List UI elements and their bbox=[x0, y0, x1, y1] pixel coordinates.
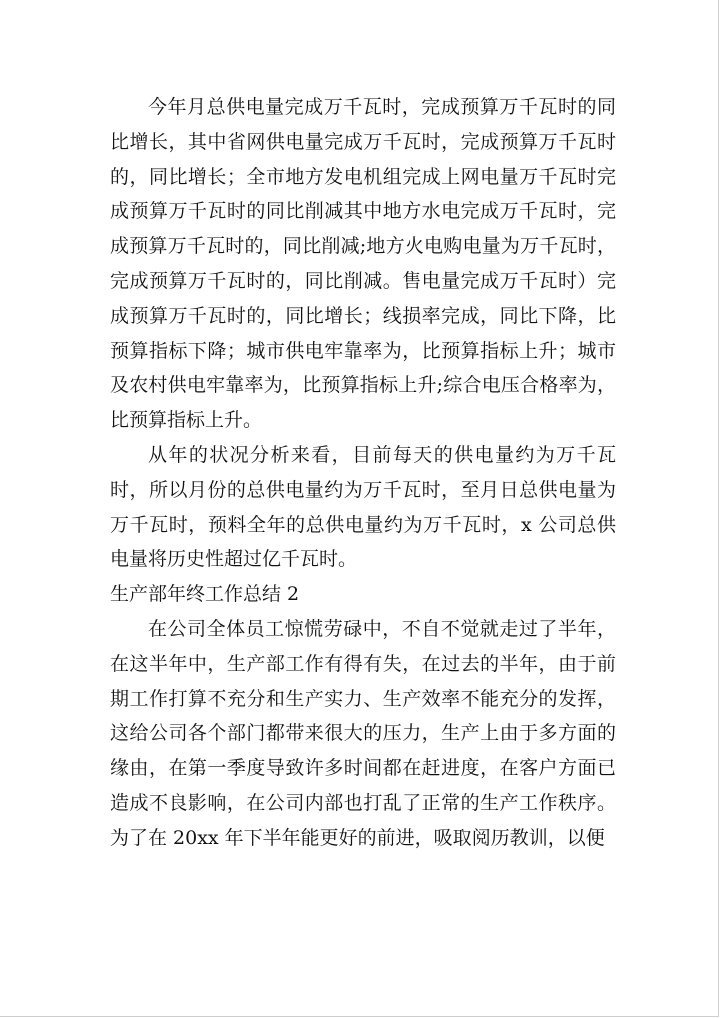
section-heading: 生产部年终工作总结 2 bbox=[110, 583, 300, 606]
paragraph-analysis: 从年的状况分析来看，目前每天的供电量约为万千瓦时，所以月份的总供电量约为万千瓦时，至月日总供电量为万千瓦时，预料全年的总供电量约为万千瓦时，x 公司总供电量将历史性超过亿千瓦时。 bbox=[110, 443, 616, 571]
paragraph-power-supply: 今年月总供电量完成万千瓦时，完成预算万千瓦时的同比增长，其中省网供电量完成万千瓦时，完成预算万千瓦时的，同比增长；全市地方发电机组完成上网电量万千瓦时完成预算万千瓦时的同比削减其中地方水电完成万千瓦时，完成预算万千瓦时的，同比削减;地方火电购电量为万千瓦时，完成预算万千瓦时的，同比削减。售电量完成万千瓦时）完成预算万千瓦时的，同比增长；线损率完成，同比下降，比预算指标下降；城市供电牢靠率为，比预算指标上升；城市及农村供电牢靠率为，比预算指标上升;综合电压合格率为，比预算指标上升。 bbox=[110, 96, 616, 432]
paragraph-production: 在公司全体员工惊慌劳碌中，不自不觉就走过了半年，在这半年中，生产部工作有得有失，在过去的半年，由于前期工作打算不充分和生产实力、生产效率不能充分的发挥，这给公司各个部门都带来很大的压力，生产上由于多方面的缘由，在第一季度导致许多时间都在赶进度，在客户方面已造成不良影响，在公司内部也打乱了正常的生产工作秩序。为了在 20xx 年下半年能更好的前进，吸取阅历教训，以便 bbox=[110, 617, 616, 849]
document-body bbox=[110, 90, 616, 856]
